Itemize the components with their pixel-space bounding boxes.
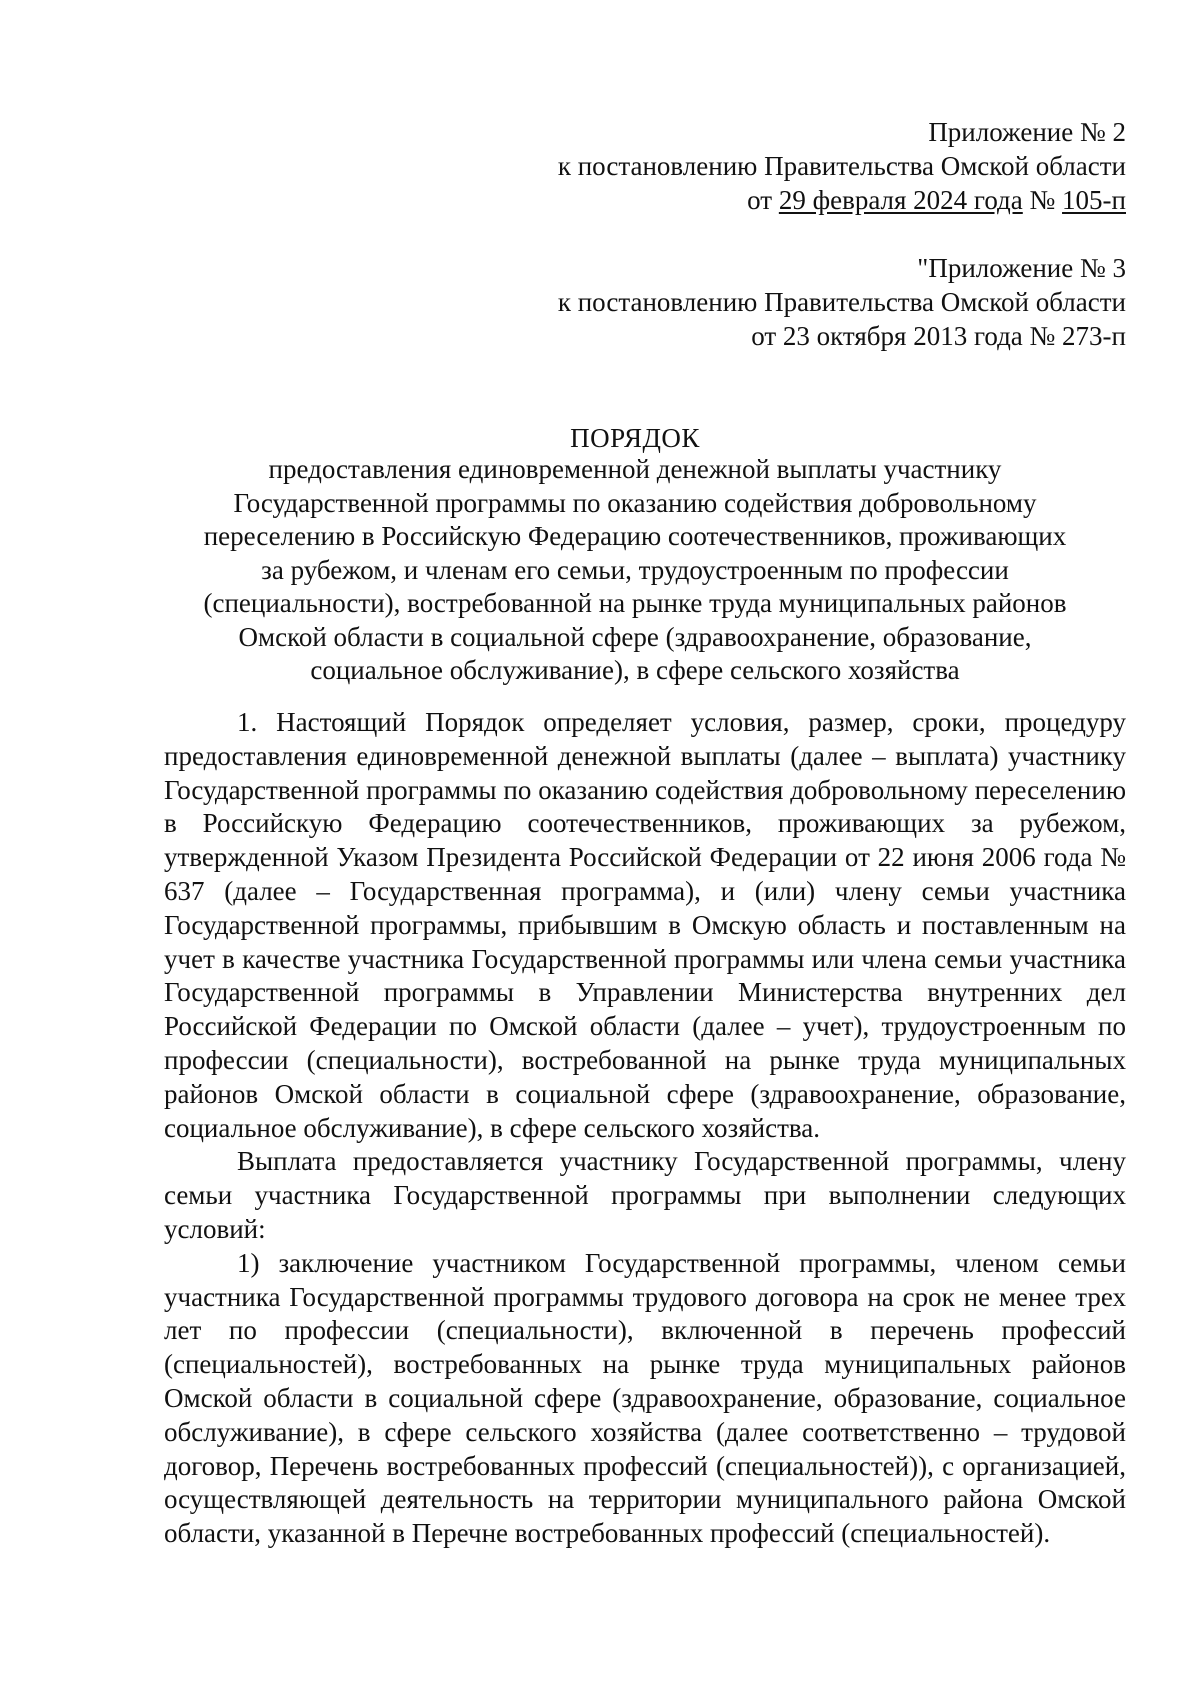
document-subtitle xyxy=(140,453,1130,688)
original-appendix-date-line: от 23 октября 2013 года № 273-п xyxy=(751,321,1126,351)
appendix-number: Приложение № 2 xyxy=(928,117,1126,147)
original-appendix-number: "Приложение № 3 xyxy=(917,253,1126,283)
appendix-header xyxy=(558,115,1126,217)
appendix-resolution: к постановлению Правительства Омской области xyxy=(557,151,1126,181)
paragraph-conditions: Выплата предоставляется участнику Государственной программы, члену семьи участника Государственной программы при выполнении следующих условий: xyxy=(164,1146,1126,1244)
resolution-number: 105-п xyxy=(1062,185,1126,215)
paragraph-1: 1. Настоящий Порядок определяет условия, размер, сроки, процедуру предоставления единовременной денежной выплаты (далее – выплата) участнику Государственной программы по оказанию содействия добровольному переселению в Российскую Федерацию соотечественников, проживающих за рубежом, утвержденной Указом Президента Российской Федерации от 22 июня 2006 года № 637 (далее – Государственная программа), и (или) члену семьи участника Государственной программы, прибывшим в Омскую область и поставленным на учет в качестве участника Государственной программы или члена семьи участника Государственной программы в Управлении Министерства внутренних дел Российской Федерации по Омской области (далее – учет), трудоустроенным по профессии (специальности), востребованной на рынке труда муниципальных районов Омской области в социальной сфере (здравоохранение, образование, социальное обслуживание), в сфере сельского хозяйства. xyxy=(164,707,1126,1143)
subtitle-line: (специальности), востребованной на рынке труда муниципальных районов xyxy=(203,588,1067,618)
document-title: ПОРЯДОК xyxy=(570,423,700,453)
resolution-date: 29 февраля 2024 года xyxy=(778,185,1023,215)
subtitle-line: предоставления единовременной денежной выплаты участнику xyxy=(268,454,1002,484)
subtitle-line: социальное обслуживание), в сфере сельского хозяйства xyxy=(310,655,960,685)
original-appendix-header xyxy=(558,251,1126,353)
date-prefix: от xyxy=(747,185,779,215)
original-appendix-resolution: к постановлению Правительства Омской области xyxy=(557,287,1126,317)
subtitle-line: Омской области в социальной сфере (здравоохранение, образование, xyxy=(238,621,1032,652)
number-prefix: № xyxy=(1022,185,1063,215)
subtitle-line: Государственной программы по оказанию содействия добровольному xyxy=(233,487,1037,518)
subtitle-line: переселению в Российскую Федерацию соотечественников, проживающих xyxy=(203,521,1067,551)
document-body xyxy=(164,706,1126,1551)
appendix-date-line xyxy=(558,183,1126,217)
subtitle-line: за рубежом, и членам его семьи, трудоустроенным по профессии xyxy=(261,554,1009,585)
paragraph-condition-1: 1) заключение участником Государственной программы, членом семьи участника Государственной программы трудового договора на срок не менее трех лет по профессии (специальности), включенной в перечень профессий (специальностей), востребованных на рынке труда муниципальных районов Омской области в социальной сфере (здравоохранение, образование, социальное обслуживание), в сфере сельского хозяйства (далее соответственно – трудовой договор, Перечень востребованных профессий (специальностей)), с организацией, осуществляющей деятельность на территории муниципального района Омской области, указанной в Перечне востребованных профессий (специальностей). xyxy=(164,1247,1126,1549)
